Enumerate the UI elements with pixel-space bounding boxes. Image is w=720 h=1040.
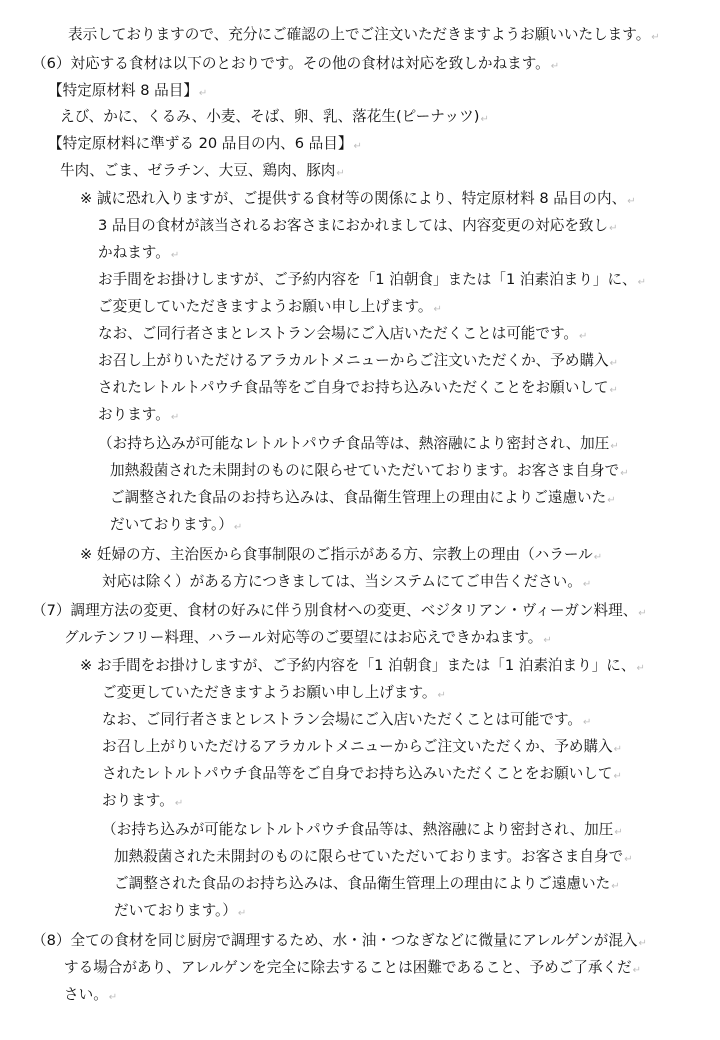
note-line: ご変更していただきますようお願い申し上げます。 ↵ (102, 683, 446, 703)
text-line: する場合があり、アレルゲンを完全に除去することは困難であること、予めご了承くだ ↵ (64, 958, 641, 978)
note-line: ※ お手間をお掛けしますが、ご予約内容を「1 泊朝食」または「1 泊素泊まり」に、 ↵ (80, 656, 645, 676)
note-line: されたレトルトパウチ食品等をご自身でお持ち込みいただくことをお願いして ↵ (98, 378, 618, 398)
note-line: かねます。 ↵ (98, 243, 179, 263)
note-line: ご変更していただきますようお願い申し上げます。 ↵ (98, 297, 442, 317)
note-line: 3 品目の食材が該当されるお客さまにおかれましては、内容変更の対応を致し ↵ (98, 216, 618, 236)
note-line: ご調整された食品のお持ち込みは、食品衛生管理上の理由によりご遠慮いた ↵ (110, 488, 616, 508)
text-line: 表示しておりますので、充分にご確認の上でご注文いただきますようお願いいたします。 ↵ (68, 25, 660, 45)
section-8-heading: （8）全ての食材を同じ厨房で調理するため、水・油・つなぎなどに微量にアレルゲンが混入 ↵ (32, 931, 647, 951)
note-line: なお、ご同行者さまとレストラン会場にご入店いただくことは可能です。 ↵ (102, 710, 591, 730)
note-line: 加熱殺菌された未開封のものに限らせていただいております。お客さま自身で ↵ (114, 847, 633, 867)
section-7-heading: （7）調理方法の変更、食材の好みに伴う別食材への変更、ベジタリアン・ヴィーガン料理、 ↵ (32, 601, 647, 621)
section-6-heading: （6）対応する食材は以下のとおりです。その他の食材は対応を致しかねます。 ↵ (32, 54, 559, 74)
note-line: ※ 誠に恐れ入りますが、ご提供する食材等の関係により、特定原材料 8 品目の内、 ↵ (80, 189, 636, 209)
note-line: お手間をお掛けしますが、ご予約内容を「1 泊朝食」または「1 泊素泊まり」に、 ↵ (98, 270, 646, 290)
note-line: お召し上がりいただけるアラカルトメニューからご注文いただくか、予め購入 ↵ (98, 351, 618, 371)
note-line: お召し上がりいただけるアラカルトメニューからご注文いただくか、予め購入 ↵ (102, 737, 622, 757)
note-line: （お持ち込みが可能なレトルトパウチ食品等は、熱溶融により密封され、加圧 ↵ (102, 820, 623, 840)
note-line: 対応は除く）がある方につきましては、当システムにてご申告ください。 ↵ (102, 572, 591, 592)
note-line: ※ 妊婦の方、主治医から食事制限のご指示がある方、宗教上の理由（ハラール ↵ (80, 545, 602, 565)
note-line: だいております。） ↵ (114, 901, 246, 921)
note-line: だいております。） ↵ (110, 515, 242, 535)
allergen-group-heading: 【特定原材料に準ずる 20 品目の内、6 品目】 ↵ (48, 134, 362, 154)
note-line: おります。 ↵ (98, 405, 179, 425)
text-line: さい。 ↵ (64, 985, 117, 1005)
note-line: ご調整された食品のお持ち込みは、食品衛生管理上の理由によりご遠慮いた ↵ (114, 874, 620, 894)
note-line: おります。 ↵ (102, 791, 183, 811)
text-line: グルテンフリー料理、ハラール対応等のご要望にはお応えできかねます。 ↵ (64, 628, 552, 648)
allergen-list: 牛肉、ごま、ゼラチン、大豆、鶏肉、豚肉 ↵ (60, 161, 345, 181)
allergen-group-heading: 【特定原材料 8 品目】 ↵ (48, 81, 207, 101)
allergen-list: えび、かに、くるみ、小麦、そば、卵、乳、落花生(ピーナッツ) ↵ (60, 107, 489, 127)
note-line: なお、ご同行者さまとレストラン会場にご入店いただくことは可能です。 ↵ (98, 324, 587, 344)
note-line: 加熱殺菌された未開封のものに限らせていただいております。お客さま自身で ↵ (110, 461, 629, 481)
note-line: されたレトルトパウチ食品等をご自身でお持ち込みいただくことをお願いして ↵ (102, 764, 622, 784)
note-line: （お持ち込みが可能なレトルトパウチ食品等は、熱溶融により密封され、加圧 ↵ (98, 434, 619, 454)
